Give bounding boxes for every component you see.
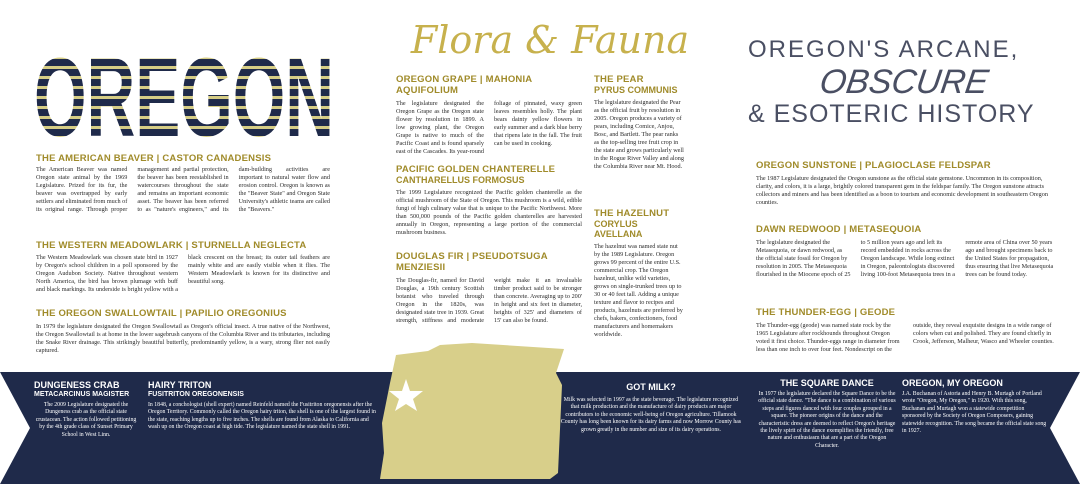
swallowtail-text: In 1979 the legislature designated the Oregon Swallowtail as Oregon's official insect. A true native of the Northwest, the Oregon Swallowtail is at home in the lower sagebrush canyons of the Columbia River and its tributaries, including the Snake River drainage. This strikingly beautiful butterfly, predominantly yellow, is a wary, strong flier not easily captured. [36,323,330,354]
crab-heading: DUNGENESS CRAB [34,380,120,390]
pear-sub: PYRUS COMMUNIS [594,85,678,95]
swallowtail-heading: THE OREGON SWALLOWTAIL | PAPILIO OREGONIUS [36,308,287,319]
song-heading: OREGON, MY OREGON [902,378,1003,388]
meadowlark-heading: THE WESTERN MEADOWLARK | STURNELLA NEGLECTA [36,240,307,251]
hazelnut-heading: THE HAZELNUT [594,208,670,219]
fir-heading: DOUGLAS FIR | PSEUDOTSUGA MENZIESII [396,251,548,273]
svg-text:OREGON: OREGON [34,40,334,150]
crab-sub: METACARCINUS MAGISTER [34,391,130,398]
thunderegg-text: The Thunder-egg (geode) was named state rock by the 1965 Legislature after rockhounds throughout Oregon voted it first choice. Thunder-eggs range in diameter from less than one inch to over four feet. Nondescript on the outside, they reveal exquisite designs in a wide range of colors when cut and polished. They are found chiefly in Crook, Jefferson, Malheur, Wasco and Wheeler counties. [756,322,1054,353]
meadowlark-section [36,240,330,294]
chanterelle-sub: CANTHARELLUS FORMOSUS [396,175,525,185]
thunderegg-heading: THE THUNDER-EGG | GEODE [756,307,896,318]
beaver-text: The American Beaver was named Oregon state animal by the 1969 Legislature. Prized for its fur, the beaver was overtrapped by early settlers and eliminated from much of its original range. Through proper management and partial protection, the beaver has been reestablished in watercourses throughout the state and remains an important economic asset. The beaver has been referred to as "nature's engineers," and its dam-building activities are important to natural water flow and erosion control. Oregon is known as the "Beaver State" and Oregon State University's athletic teams are called the "Beavers." [36,166,330,213]
milk-text: Milk was selected in 1997 as the state beverage. The legislature recognized that milk production and the manufacture of dairy products are major contributors to the economic well-being of Oregon agriculture. Tillamook County has long been known for its dairy farms and now Morrow County has grown greatly in the number and size of its dairy operations. [560,397,742,433]
meadowlark-text: The Western Meadowlark was chosen state bird in 1927 by Oregon's school children in a poll sponsored by the Oregon Audubon Society. Native throughout western North America, the bird has brown plumage with buff and black markings. Its underside is bright yellow with a black crescent on the breast; its outer tail feathers are mainly white and are easily visible when it flies. The Western Meadowlark is known for its distinctive and beautiful song. [36,254,330,293]
oregon-map-icon [376,343,568,503]
flora-fauna-title: Flora & Fauna [410,18,690,62]
dance-section [758,378,896,450]
hazelnut-section [594,208,684,339]
arcane-line2: OBSCURE [817,63,991,101]
chanterelle-text: The 1999 Legislature recognized the Pacific golden chanterelle as the official mushroom of the State of Oregon. This mushroom is a wild, edible fungi of high culinary value that is unique to the Pacific Northwest. More than 500,000 pounds of the Pacific golden chanterelles are harvested annually in Oregon, representing a large portion of the commercial mushroom business. [396,189,582,236]
grape-section [396,74,582,156]
beaver-section [36,153,330,228]
arcane-line3: & ESOTERIC HISTORY [748,100,1035,128]
oregon-title [28,40,340,150]
arcane-line1: OREGON'S ARCANE, [748,36,1020,63]
chanterelle-heading: PACIFIC GOLDEN CHANTERELLE [396,164,556,175]
sunstone-text: The 1987 Legislature designated the Oregon sunstone as the official state gemstone. Uncommon in its composition, clarity, and colors, it is a large, brightly colored transparent gem in the feldspar family. The Oregon sunstone attracts collectors and miners and has been identified as a boon to tourism and economic development in southeastern Oregon counties. [756,175,1048,206]
arcane-title [748,36,1068,129]
triton-section [148,380,380,432]
thunderegg-section [756,307,1060,354]
milk-section [560,382,742,434]
sunstone-section [756,160,1060,207]
dance-text: In 1977 the legislature declared the Square Dance to be the official state dance. "The dance is a combination of various steps and figures danced with four couples grouped in a square. The pioneer origins of the dance and the characteristic dress are deemed to reflect Oregon's heritage the lively spirit of the dance exemplifies the friendly, free nature and enthusiasm that are a part of the Oregon Character. [758,391,896,449]
redwood-heading: DAWN REDWOOD | METASEQUOIA [756,224,922,235]
triton-sub: FUSITRITON OREGONENSIS [148,391,244,398]
swallowtail-section [36,308,330,355]
chanterelle-section [396,164,582,237]
hazelnut-sub: CORYLUS AVELLANA [594,219,643,239]
hazelnut-text: The hazelnut was named state nut by the 1989 Legislature. Oregon grows 99 percent of the entire U.S. commercial crop. The Oregon hazelnut, unlike wild varieties, grows on single-trunked trees up to 30 or 40 feet tall. Adding a unique texture and flavor to recipes and products, hazelnuts are preferred by chefs, bakers, confectioners, food manufacturers and homemakers worldwide. [594,243,683,338]
crab-section [34,380,138,439]
grape-text: The legislature designated the Oregon Grape as the Oregon state flower by resolution in 1899. A low growing plant, the Oregon Grape is native to much of the Pacific Coast and is found sparsely east of the Cascades. Its year-round foliage of pinnated, waxy green leaves resembles holly. The plant bears dainty yellow flowers in early summer and a dark blue berry that ripens late in the fall. The fruit can be used in cooking. [396,100,582,155]
fir-section [396,251,582,325]
milk-heading: GOT MILK? [626,382,676,392]
beaver-heading: THE AMERICAN BEAVER | CASTOR CANADENSIS [36,153,272,164]
redwood-text: The legislature designated the Metasequoia, or dawn redwood, as the official state fossil for Oregon by resolution in 2005. The Metasequoia flourished in the Miocene epoch of 25 to 5 million years ago and left its record embedded in rocks across the Oregon landscape. While long extinct in Oregon, paleontologists discovered living 100-foot Metasequoia trees in a remote area of China over 50 years ago and brought specimens back to the United States for propagation, thus ensuring that live Metasequoia trees can be found today. [756,239,1054,278]
crab-text: The 2009 Legislature designated the Dungeness crab as the official state crustacean. The action followed petitioning by the 4th grade class of Sunset Primary School in West Linn. [35,402,137,438]
grape-heading: OREGON GRAPE | MAHONIA AQUIFOLIUM [396,74,533,96]
redwood-section [756,224,1060,297]
song-text: J.A. Buchanan of Astoria and Henry B. Murtagh of Portland wrote "Oregon, My Oregon," in 1920. With this song, Buchanan and Murtagh won a statewide competition sponsored by the Society of Oregon Composers, gaining statewide recognition. The song became the official state song in 1927. [902,391,1047,435]
triton-heading: HAIRY TRITON [148,380,212,390]
sunstone-heading: OREGON SUNSTONE | PLAGIOCLASE FELDSPAR [756,160,991,171]
pear-section [594,74,684,171]
pear-heading: THE PEAR [594,74,644,85]
fir-text: The Douglas-fir, named for David Douglas, a 19th century Scottish botanist who traveled through Oregon in the 1820s, was designated state tree in 1939. Great strength, stiffness and moderate weight make it an invaluable timber product said to be stronger than concrete. Averaging up to 200' in height and six feet in diameter, heights of 325' and diameters of 15' can also be found. [396,277,582,324]
triton-text: In 1848, a conchologist (shell expert) named Reinfeld named the Fusitriton oregonensis after the Oregon Territory. Commonly called the Oregon hairy triton, the shell is one of the largest found in the state, reaching lengths up to five inches. The shells are found from Alaska to California and wash up on the Oregon coast at high tide. The legislature named the state shell in 1991. [148,402,376,431]
dance-heading: THE SQUARE DANCE [780,378,874,388]
song-section [902,378,1048,435]
pear-text: The legislature designated the Pear as the official fruit by resolution in 2005. Oregon produces a variety of pears, including Comice, Anjou, Bosc, and Bartlett. The pear ranks as the top-selling tree fruit crop in the state and grows particularly well in the Rogue River Valley and along the Columbia River near Mt. Hood. [594,99,684,170]
